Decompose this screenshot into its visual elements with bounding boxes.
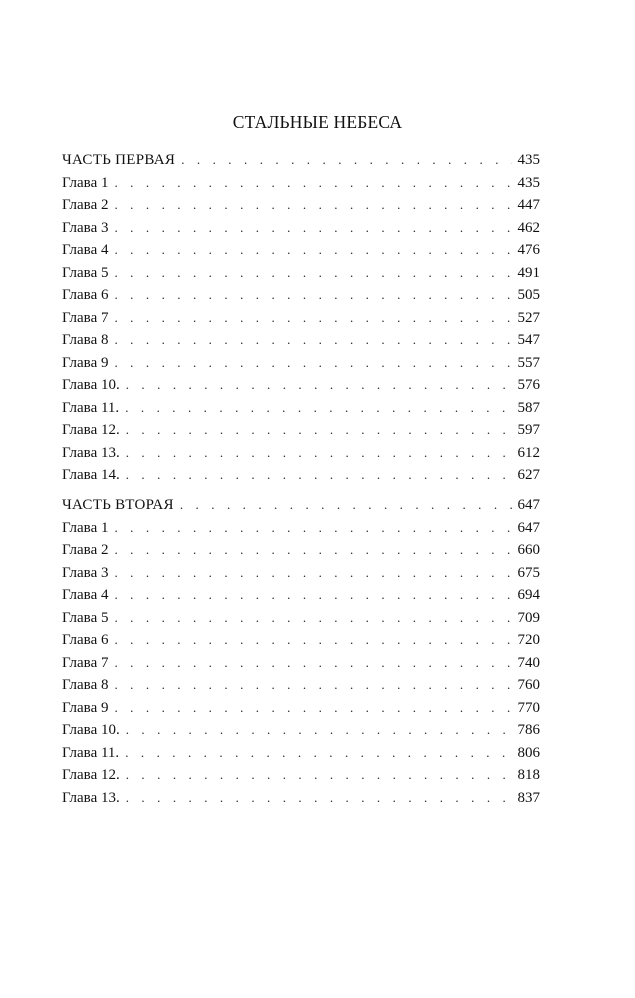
page-number: 837	[517, 789, 540, 806]
page-number: 740	[517, 654, 540, 671]
toc-entry	[62, 464, 540, 487]
page-number: 806	[517, 744, 540, 761]
chapter-title: Глава 5	[62, 609, 109, 626]
page-number: 770	[517, 699, 540, 716]
page-number: 576	[517, 377, 540, 393]
dot-leader	[114, 517, 511, 540]
chapter-title: Глава 10.	[62, 722, 120, 738]
chapter-title: Глава 8	[62, 677, 109, 693]
toc-entry	[62, 374, 540, 397]
toc-part-heading	[62, 149, 540, 172]
chapter-title: Глава 3	[62, 564, 109, 581]
chapter-title: Глава 8	[62, 332, 109, 348]
toc-entry	[62, 629, 540, 652]
chapter-title: Глава 7	[62, 654, 109, 671]
page-number: 647	[517, 519, 540, 536]
page-number: 612	[517, 444, 540, 461]
page-number: 447	[517, 197, 540, 213]
chapter-title: Глава 1	[62, 519, 109, 536]
chapter-title: Глава 13.	[62, 444, 120, 461]
chapter-title: Глава 3	[62, 219, 109, 236]
toc-part-heading	[62, 494, 540, 517]
dot-leader	[114, 217, 511, 240]
page-number: 476	[517, 242, 540, 258]
dot-leader	[126, 374, 512, 397]
chapter-title: Глава 4	[62, 587, 109, 603]
toc-entry	[62, 652, 540, 675]
page-number: 491	[517, 264, 540, 281]
dot-leader	[114, 652, 511, 675]
dot-leader	[126, 419, 512, 442]
page-title: СТАЛЬНЫЕ НЕБЕСА	[232, 112, 403, 132]
toc-entry	[62, 284, 540, 307]
toc-entry	[62, 517, 540, 540]
toc-entry	[62, 697, 540, 720]
toc-entry	[62, 329, 540, 352]
toc-entry	[62, 194, 540, 217]
dot-leader	[114, 697, 511, 720]
page-number: 818	[517, 767, 540, 783]
chapter-title: Глава 2	[62, 197, 109, 213]
chapter-title: Глава 1	[62, 174, 109, 191]
chapter-title: Глава 5	[62, 264, 109, 281]
chapter-title: Глава 11.	[62, 399, 120, 416]
page-number: 709	[517, 609, 540, 626]
toc-entry	[62, 217, 540, 240]
chapter-title: Глава 10.	[62, 377, 120, 393]
toc-entry	[62, 397, 540, 420]
chapter-title: Глава 12.	[62, 422, 120, 438]
chapter-title: Глава 13.	[62, 789, 120, 806]
page-number: 587	[517, 399, 540, 416]
dot-leader	[125, 742, 511, 765]
chapter-title: Глава 9	[62, 354, 109, 371]
page-number: 760	[517, 677, 540, 693]
page-number: 505	[517, 287, 540, 303]
chapter-title: Глава 14.	[62, 467, 120, 483]
page-number: 647	[517, 497, 540, 513]
page-number: 720	[517, 632, 540, 648]
toc-entry	[62, 419, 540, 442]
dot-leader	[126, 464, 512, 487]
dot-leader	[114, 629, 511, 652]
toc-part-second	[62, 494, 540, 809]
toc-entry	[62, 262, 540, 285]
dot-leader	[114, 607, 511, 630]
toc-entry	[62, 787, 540, 810]
dot-leader	[114, 539, 511, 562]
toc-entry	[62, 172, 540, 195]
dot-leader	[181, 149, 511, 172]
dot-leader	[114, 262, 511, 285]
dot-leader	[126, 719, 512, 742]
chapter-title: Глава 11.	[62, 744, 120, 761]
dot-leader	[126, 787, 512, 810]
page-number: 435	[517, 152, 540, 168]
chapter-title: Глава 6	[62, 632, 109, 648]
page-number: 527	[517, 309, 540, 326]
dot-leader	[114, 307, 511, 330]
page-number: 462	[517, 219, 540, 236]
chapter-title: Глава 12.	[62, 767, 120, 783]
page-number: 694	[517, 587, 540, 603]
dot-leader	[114, 352, 511, 375]
dot-leader	[114, 284, 511, 307]
part-title: ЧАСТЬ ПЕРВАЯ	[62, 152, 176, 168]
chapter-title: Глава 2	[62, 542, 109, 558]
dot-leader	[180, 494, 512, 517]
toc-entry	[62, 607, 540, 630]
toc-part-first	[62, 149, 540, 487]
dot-leader	[126, 442, 512, 465]
toc-entry	[62, 307, 540, 330]
page-number: 786	[517, 722, 540, 738]
part-title: ЧАСТЬ ВТОРАЯ	[62, 497, 174, 513]
chapter-title: Глава 9	[62, 699, 109, 716]
page-number: 627	[517, 467, 540, 483]
toc-entry	[62, 674, 540, 697]
chapter-title: Глава 7	[62, 309, 109, 326]
dot-leader	[114, 674, 511, 697]
toc-entry	[62, 719, 540, 742]
dot-leader	[114, 239, 511, 262]
dot-leader	[114, 562, 511, 585]
dot-leader	[114, 329, 511, 352]
dot-leader	[114, 584, 511, 607]
page-number: 547	[517, 332, 540, 348]
toc-entry	[62, 584, 540, 607]
toc-entry	[62, 764, 540, 787]
toc-entry	[62, 742, 540, 765]
chapter-title: Глава 4	[62, 242, 109, 258]
toc-entry	[62, 562, 540, 585]
page-number: 660	[517, 542, 540, 558]
toc-entry	[62, 352, 540, 375]
toc-entry	[62, 442, 540, 465]
toc-entry	[62, 239, 540, 262]
dot-leader	[125, 397, 511, 420]
dot-leader	[114, 194, 511, 217]
dot-leader	[126, 764, 512, 787]
toc-entry	[62, 539, 540, 562]
dot-leader	[114, 172, 511, 195]
page-number: 597	[517, 422, 540, 438]
chapter-title: Глава 6	[62, 287, 109, 303]
page-number: 675	[517, 564, 540, 581]
page-number: 435	[517, 174, 540, 191]
page-number: 557	[517, 354, 540, 371]
